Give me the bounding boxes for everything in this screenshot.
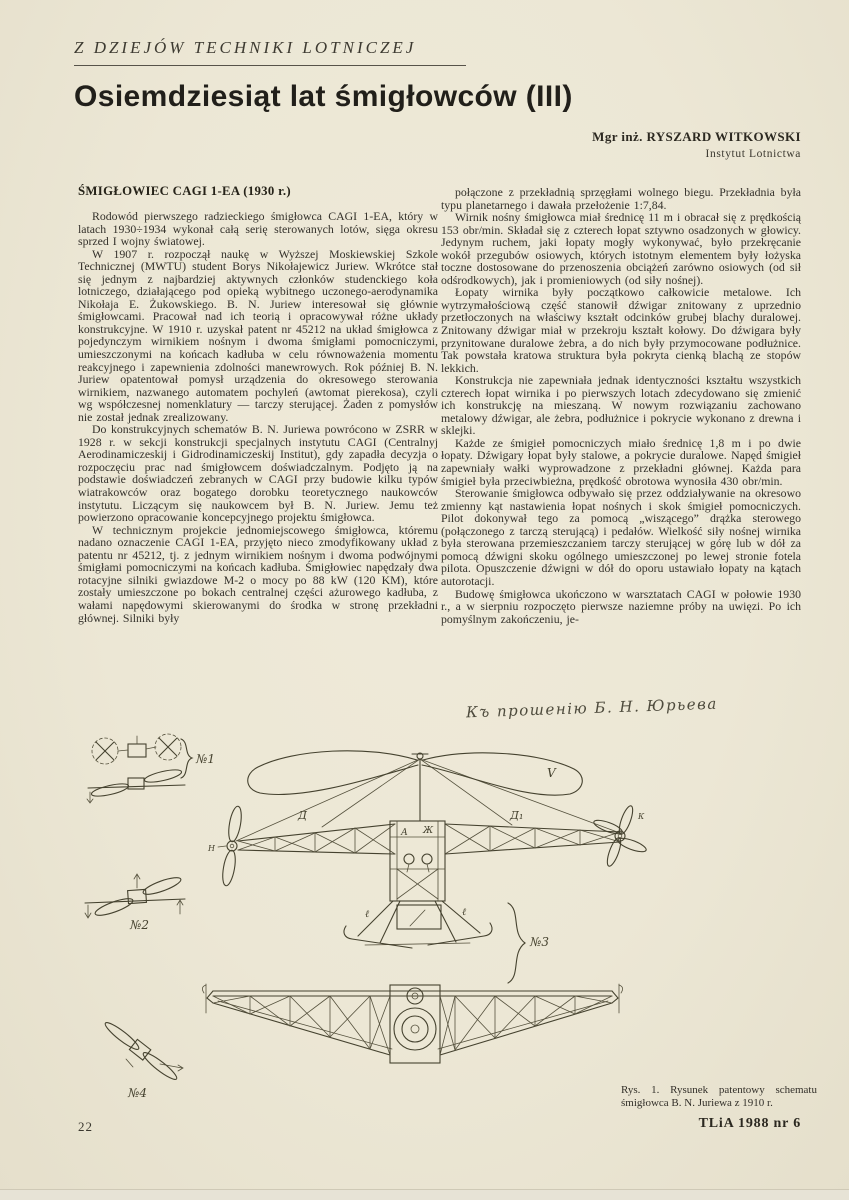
figure-label-2: №2 <box>130 918 149 932</box>
strut-label-l1: ℓ <box>365 909 370 920</box>
helicopter-front-view <box>207 751 648 983</box>
prop-label-k: К <box>638 812 645 821</box>
blade-label-v: V <box>547 766 556 780</box>
figure-label-3: №3 <box>530 935 549 949</box>
paragraph: Rodowód pierwszego radzieckiego śmigłowca CAGI 1-EA, który w latach 1930÷1934 wykonał całą serię sterowanych lotów, sięga okresu sprzed I wojny światowej. <box>78 209 438 249</box>
patent-drawing-figure <box>60 733 820 1111</box>
drive-label-d: Д <box>298 809 307 822</box>
journal-reference: TLiA 1988 nr 6 <box>698 1116 801 1131</box>
sketch-scheme-4 <box>103 1020 183 1100</box>
column-right <box>441 186 801 625</box>
drive-label-d1: Д₁ <box>510 809 524 822</box>
author-affiliation: Instytut Lotnictwa <box>705 148 801 160</box>
figure-caption: Rys. 1. Rysunek patentowy schematu śmigłowca B. N. Juriewa z 1910 r. <box>621 1084 817 1109</box>
author-name: Mgr inż. RYSZARD WITKOWSKI <box>592 129 801 144</box>
section-heading: ŚMIGŁOWIEC CAGI 1-EA (1930 r.) <box>78 184 291 198</box>
paragraph: Wirnik nośny śmigłowca miał średnicę 11 m i obracał się z prędkością 153 obr/min. Składał się z czterech łopat sztywno osadzonych w głowicy. Jedynym ruchem, jaki łopaty mogły wykonywać, było przekręcanie wokół przegubów osiowych, których istotnym elementem były łożyska toczne dostosowane do przenoszenia obciążeń zarówno osiowych (od sił odśrodkowych), jak i promieniowych (od siły nośnej). <box>441 210 801 287</box>
page-title: Osiemdziesiąt lat śmigłowców (III) <box>74 80 573 113</box>
sketch-scheme-2 <box>85 874 185 932</box>
helicopter-plan-view <box>202 984 622 1063</box>
figure-label-4: №4 <box>128 1086 147 1100</box>
figure-label-1: №1 <box>196 752 215 766</box>
page-number: 22 <box>78 1119 93 1134</box>
paragraph: W technicznym projekcie jednomiejscowego śmigłowca, któremu nadano oznaczenie CAGI 1-EA, przyjęto nieco zmodyfikowany układ z patentu nr 45212, tj. z jednym wirnikiem nośnym i dwoma podwójnymi śmigłami pomocniczymi na końcach kadłuba. Śmigłowiec napędzały dwa rotacyjne silniki gwiazdowe M-2 o mocy po 88 kW (120 KM), które zostały umieszczone po bokach centralnej części ażurowego kadłuba, z wałami napędowymi skierowanymi do środka w stronę przekładni głównej. Silniki były <box>78 522 438 625</box>
cabin-label-a: А <box>401 828 408 838</box>
paragraph: W 1907 r. rozpoczął naukę w Wyższej Moskiewskiej Szkole Technicznej (MWTU) student Borys Nikołajewicz Juriew. Wkrótce stał się jednym z najbardziej aktywnych członków studenckiego koła lotniczego, działającego pod opieką wybitnego uczonego-aerodynamika Nikołaja E. Żukowskiego. B. N. Juriew interesował się głównie śmigłowcami. Pracował nad ich teorią i opracowywał różne układy konstrukcyjne. W 1910 r. uzyskał patent nr 45212 na układ śmigłowca z pojedynczym wirnikiem nośnym i dwoma śmigłami pomocniczymi, umieszczonymi na końcach kadłuba w celu równoważenia momentu reakcyjnego i zapewnienia zdolności manewrowych. Rok później B. N. Juriew opatentował pomysł urządzenia do okresowego sterowania wirnikiem, nazwanego automatem pochyleń (awtomat pierekosa), czyli wg współczesnej nomenklatury — tarczy sterującej. Żaden z pomysłów nie został jednak zrealizowany. <box>78 246 438 424</box>
paragraph: połączone z przekładnią sprzęgłami wolnego biegu. Przekładnia była typu planetarnego i dawała przełożenie 1:7,84. <box>441 185 801 212</box>
byline <box>592 129 801 160</box>
handwritten-note: Къ прошенію Б. Н. Юрьева <box>465 694 719 722</box>
paragraph: Łopaty wirnika były początkowo całkowicie metalowe. Ich wytrzymałościową część stanowił dźwigar znitowany z uprzednio przetłoczonych na właściwy kształt odcinków grubej blachy duralowej. Znitowany dźwigar miał w przekroju kształt kołowy. Do dźwigara były przynitowane duralowe żebra, a do nich były przymocowane podłużnice. Tak powstała kratowa struktura była pokryta cienką blachą ze stopów lekkich. <box>441 285 801 375</box>
section-kicker: Z DZIEJÓW TECHNIKI LOTNICZEJ <box>74 38 466 66</box>
paragraph: Budowę śmigłowca ukończono w warsztatach CAGI w połowie 1930 r., a w sierpniu rozpoczęto pierwsze naziemne próby na uwięzi. Po ich pomyślnym zakończeniu, je- <box>441 586 801 626</box>
scan-edge <box>0 1189 849 1200</box>
strut-label-l2: ℓ <box>462 907 467 918</box>
paragraph: Do konstrukcyjnych schematów B. N. Juriewa powrócono w ZSRR w 1928 r. w sekcji konstrukcji specjalnych instytutu CAGI (Centralnyj Aerodinamiczeskij i Gidrodinamiczeskij Institut), gdy zapadła decyzja o rozpoczęciu prac nad śmigłowcem doświadczalnym. Podjęto ją na podstawie doświadczeń zebranych w CAGI przy budowie kilku typów wiatrakowców oraz bogatego dorobku teoretycznego naukowców instytutu. Liczącym się naukowcem był B. N. Juriew. Jemu też powierzono opracowanie koncepcyjnego projektu śmigłowca. <box>78 422 438 525</box>
paragraph: Każde ze śmigieł pomocniczych miało średnicę 1,8 m i po dwie łopaty. Dźwigary łopat były stalowe, a pokrycie duralowe. Napęd śmigieł zapewniały wałki wyprowadzone z przekładni głównej. Każda para śmigieł była przeciwbieżna, prędkość obrotowa wynosiła 430 obr/min. <box>441 435 801 488</box>
cabin-label-zh: Ж <box>423 826 434 836</box>
paragraph: Sterowanie śmigłowca odbywało się przez oddziaływanie na okresowo zmienny kąt nastawienia łopat nośnych i skok śmigieł pomocniczych. Pilot dokonywał tego za pomocą „wiszącego” drążka sterowego (połączonego z tarczą sterującą) i pedałów. Wielkość siły nośnej wirnika była sterowana przemieszczaniem tarczy sterującej w górę lub w dół za pomocą dźwigni skoku ogólnego umieszczonej po lewej stronie fotela pilota. Opuszczenie dźwigni w dół do oporu ustawiało łopaty na kątach autorotacji. <box>441 486 801 588</box>
paragraph: Konstrukcja nie zapewniała jednak identyczności kształtu wszystkich czterech łopat wirnika i po pierwszych lotach zdecydowano się zmienić ich konstrukcję na mieszaną. W nowym rozwiązaniu zachowano metalowy dźwigar, ale żebra, podłużnice i pokrycie wykonano z drewna i sklejki. <box>441 373 801 438</box>
hub-label-n: Н <box>208 844 215 853</box>
column-left <box>78 210 438 624</box>
sketch-scheme-1 <box>87 734 215 803</box>
